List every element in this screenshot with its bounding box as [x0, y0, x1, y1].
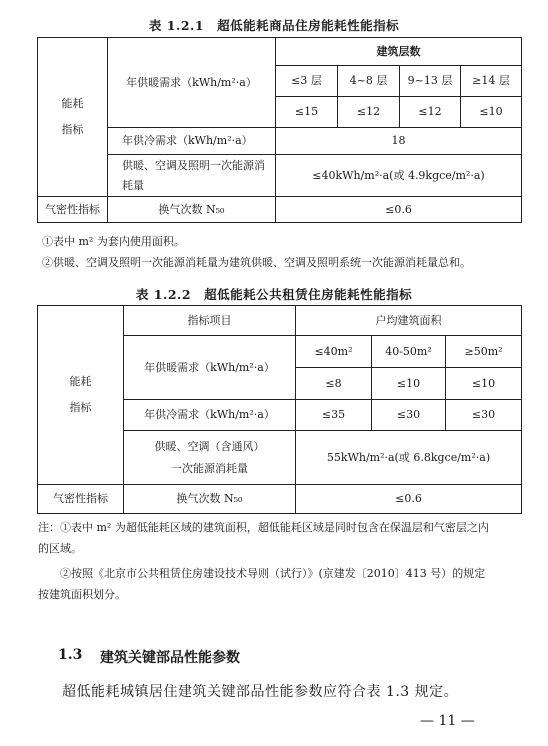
table-2-area: 40-50m² — [372, 336, 446, 368]
table-1-floors-header: 建筑层数 — [276, 38, 522, 66]
table-1-note: ①表中 m² 为套内使用面积。 — [42, 235, 185, 248]
table-2-heating-value: ≤10 — [446, 368, 522, 400]
table-1-air-value: ≤0.6 — [276, 197, 522, 223]
page-number: — 11 — — [420, 713, 475, 729]
table-2-air-value: ≤0.6 — [296, 485, 522, 514]
table-2-cooling-value: ≤30 — [446, 400, 522, 431]
table-1-floor: 4~8 层 — [338, 66, 400, 97]
table-1-heating-value: ≤15 — [276, 97, 338, 128]
table-1-primary-value: ≤40kWh/m²·a(或 4.9kgce/m²·a) — [276, 155, 522, 197]
table-2-note: 注：①表中 m² 为超低能耗区域的建筑面积，超低能耗区域是同时包含在保温层和气密层之内 — [38, 521, 489, 534]
table-1-cooling-label: 年供冷需求（kWh/m²·a） — [108, 128, 276, 155]
section-number: 1.3 — [58, 647, 83, 663]
table-2-primary-label: 供暖、空调（含通风） 一次能源消耗量 — [124, 431, 296, 485]
table-2-primary-value: 55kWh/m²·a(或 6.8kgce/m²·a) — [296, 431, 522, 485]
table-1-floor: ≤3 层 — [276, 66, 338, 97]
table-2 — [37, 305, 522, 514]
table-2-note: 按建筑面积划分。 — [38, 588, 126, 601]
table-1-heating-value: ≤10 — [461, 97, 522, 128]
table-1-heating-value: ≤12 — [400, 97, 461, 128]
table-2-note: 的区域。 — [38, 542, 82, 555]
table-2-air-label: 换气次数 N₅₀ — [124, 485, 296, 514]
table-1 — [37, 37, 522, 223]
table-2-area-header: 户均建筑面积 — [296, 306, 522, 336]
table-1-heating-label: 年供暖需求（kWh/m²·a） — [108, 38, 276, 128]
table-2-note: ②按照《北京市公共租赁住房建设技术导则（试行）》(京建发〔2010〕413 号）的规定 — [60, 567, 486, 580]
table-2-area: ≥50m² — [446, 336, 522, 368]
table-2-item-header: 指标项目 — [124, 306, 296, 336]
table-1-energy-group: 能耗 指标 — [38, 38, 108, 197]
table-1-air-label: 换气次数 N₅₀ — [108, 197, 276, 223]
table-2-cooling-label: 年供冷需求（kWh/m²·a） — [124, 400, 296, 431]
table-1-cooling-value: 18 — [276, 128, 522, 155]
table-1-note: ②供暖、空调及照明一次能源消耗量为建筑供暖、空调及照明系统一次能源消耗量总和。 — [42, 256, 471, 269]
table-1-air-group: 气密性指标 — [38, 197, 108, 223]
section-body: 超低能耗城镇居住建筑关键部品性能参数应符合表 1.3 规定。 — [62, 684, 459, 700]
table-1-heating-value: ≤12 — [338, 97, 400, 128]
section-title: 建筑关键部品性能参数 — [100, 650, 240, 666]
table-2-air-group: 气密性指标 — [38, 485, 124, 514]
table-2-heating-value: ≤8 — [296, 368, 372, 400]
table-2-cooling-value: ≤35 — [296, 400, 372, 431]
table-1-primary-label: 供暖、空调及照明一次能源消耗量 — [108, 155, 276, 197]
table-2-energy-group: 能耗 指标 — [38, 306, 124, 485]
table-1-caption: 表 1.2.1 超低能耗商品住房能耗性能指标 — [148, 18, 400, 33]
table-2-heating-value: ≤10 — [372, 368, 446, 400]
table-2-cooling-value: ≤30 — [372, 400, 446, 431]
table-2-caption: 表 1.2.2 超低能耗公共租赁住房能耗性能指标 — [135, 287, 413, 302]
table-2-area: ≤40m² — [296, 336, 372, 368]
table-1-floor: 9~13 层 — [400, 66, 461, 97]
table-1-floor: ≥14 层 — [461, 66, 522, 97]
table-2-heating-label: 年供暖需求（kWh/m²·a） — [124, 336, 296, 400]
